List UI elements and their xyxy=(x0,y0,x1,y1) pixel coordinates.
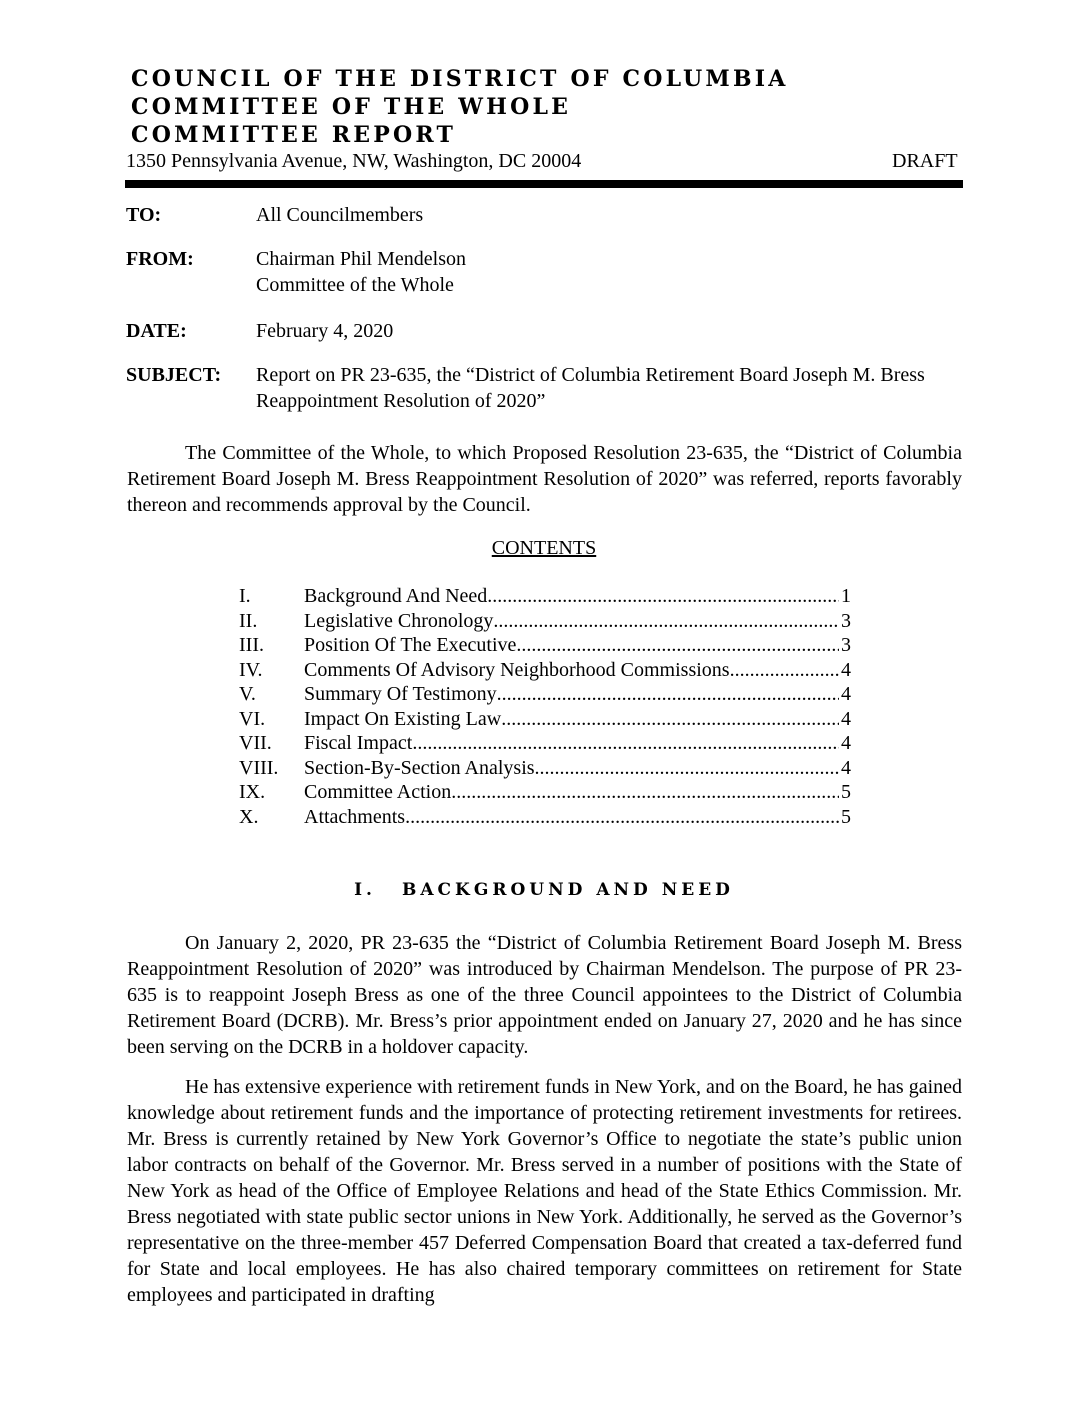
council-heading: COUNCIL OF THE DISTRICT OF COLUMBIA xyxy=(131,66,789,92)
toc-item[interactable] xyxy=(239,756,851,781)
contents-title: CONTENTS xyxy=(491,537,597,559)
toc-number: VIII. xyxy=(239,756,279,779)
toc-leader xyxy=(730,658,839,683)
subject-label: SUBJECT: xyxy=(126,364,222,386)
toc-title: Committee Action xyxy=(304,781,452,803)
toc-page: 1 xyxy=(841,585,851,607)
toc-page: 5 xyxy=(841,781,851,803)
toc-page: 4 xyxy=(841,732,851,754)
committee-heading: COMMITTEE OF THE WHOLE xyxy=(131,94,572,120)
toc-item[interactable] xyxy=(239,805,851,830)
toc-number: X. xyxy=(239,805,259,828)
toc-number: VI. xyxy=(239,707,266,730)
toc-leader xyxy=(535,756,839,781)
council-address: 1350 Pennsylvania Avenue, NW, Washington, DC 20004 xyxy=(126,150,582,172)
from-value-name: Chairman Phil Mendelson xyxy=(256,248,466,270)
toc-page: 3 xyxy=(841,634,851,656)
toc-item[interactable] xyxy=(239,682,851,707)
toc-page: 4 xyxy=(841,707,851,730)
toc-page: 5 xyxy=(841,805,851,828)
toc-number: V. xyxy=(239,683,256,705)
toc-page: 4 xyxy=(841,756,851,779)
toc-title: Section-By-Section Analysis xyxy=(304,756,535,779)
toc-leader xyxy=(493,609,839,634)
date-label: DATE: xyxy=(126,320,187,342)
from-value-committee: Committee of the Whole xyxy=(256,274,454,296)
to-value: All Councilmembers xyxy=(256,204,424,226)
toc-title: Fiscal Impact xyxy=(304,732,413,754)
toc-item[interactable] xyxy=(239,633,851,658)
toc-number: VII. xyxy=(239,732,272,754)
from-label: FROM: xyxy=(126,248,194,270)
toc-title: Background And Need xyxy=(304,585,488,607)
toc-item[interactable] xyxy=(239,584,851,609)
toc-leader xyxy=(451,780,839,805)
date-value: February 4, 2020 xyxy=(256,320,394,342)
report-heading: COMMITTEE REPORT xyxy=(131,122,457,148)
toc-item[interactable] xyxy=(239,658,851,683)
toc-title: Comments Of Advisory Neighborhood Commissions xyxy=(304,658,730,681)
toc-title: Legislative Chronology xyxy=(304,609,494,632)
toc-page: 4 xyxy=(841,683,851,705)
toc-number: IV. xyxy=(239,658,263,681)
draft-label: DRAFT xyxy=(892,150,958,172)
toc-item[interactable] xyxy=(239,780,851,805)
toc-title: Impact On Existing Law xyxy=(304,707,502,730)
toc-leader xyxy=(497,682,839,707)
toc-leader xyxy=(516,633,839,658)
toc-title: Attachments xyxy=(304,805,406,828)
subject-value: Report on PR 23-635, the “District of Columbia Retirement Board Joseph M. Bress Reappointment Resolution of 2020” xyxy=(256,364,925,412)
toc-leader xyxy=(487,584,839,609)
toc-number: IX. xyxy=(239,781,266,803)
section-title: BACKGROUND AND NEED xyxy=(401,880,734,900)
toc-leader xyxy=(405,805,839,830)
toc-item[interactable] xyxy=(239,731,851,756)
section-heading xyxy=(0,878,1088,902)
toc-title: Position Of The Executive xyxy=(304,634,517,656)
toc-item[interactable] xyxy=(239,609,851,634)
toc-number: I. xyxy=(239,585,251,607)
to-label: TO: xyxy=(126,204,162,226)
toc-item[interactable] xyxy=(239,707,851,732)
table-of-contents xyxy=(239,584,851,829)
toc-number: II. xyxy=(239,609,258,632)
background-paragraph-1: On January 2, 2020, PR 23-635 the “District of Columbia Retirement Board Joseph M. Bress Reappointment Resolution of 2020” was introduced by Chairman Mendelson. The purpose of PR 23-635 is to reappoint Joseph Bress as one of the three Council appointees to the District of Columbia Retirement Board (DCRB). Mr. Bress’s prior appointment ended on January 27, 2020 and he has since been serving on the DCRB in a holdover capacity. xyxy=(127,932,962,1058)
background-paragraph-2: He has extensive experience with retirement funds in New York, and on the Board, he has gained knowledge about retirement funds and the importance of protecting retirement investments for retirees. Mr. Bress is currently retained by New York Governor’s Office to negotiate the state’s public union labor contracts on behalf of the Governor. Mr. Bress served in a number of positions with the State of New York as head of the Office of Employee Relations and head of the State Ethics Commission. Mr. Bress negotiated with state public sector unions in New York. Additionally, he served as the Governor’s representative on the three-member 457 Deferred Compensation Board that created a tax-deferred fund for State and local employees. He has also chaired temporary committees on retirement for State employees and participated in drafting xyxy=(127,1076,963,1306)
toc-leader xyxy=(412,731,839,756)
header-rule xyxy=(125,180,963,188)
toc-page: 4 xyxy=(841,658,851,681)
intro-paragraph: The Committee of the Whole, to which Proposed Resolution 23-635, the “District of Columbia Retirement Board Joseph M. Bress Reappointment Resolution of 2020” was referred, reports favorably thereon and recommends approval by the Council. xyxy=(127,442,962,516)
section-number: I. xyxy=(354,880,376,900)
toc-leader xyxy=(501,707,839,732)
toc-page: 3 xyxy=(841,609,851,632)
toc-number: III. xyxy=(239,634,264,656)
toc-title: Summary Of Testimony xyxy=(304,683,497,705)
